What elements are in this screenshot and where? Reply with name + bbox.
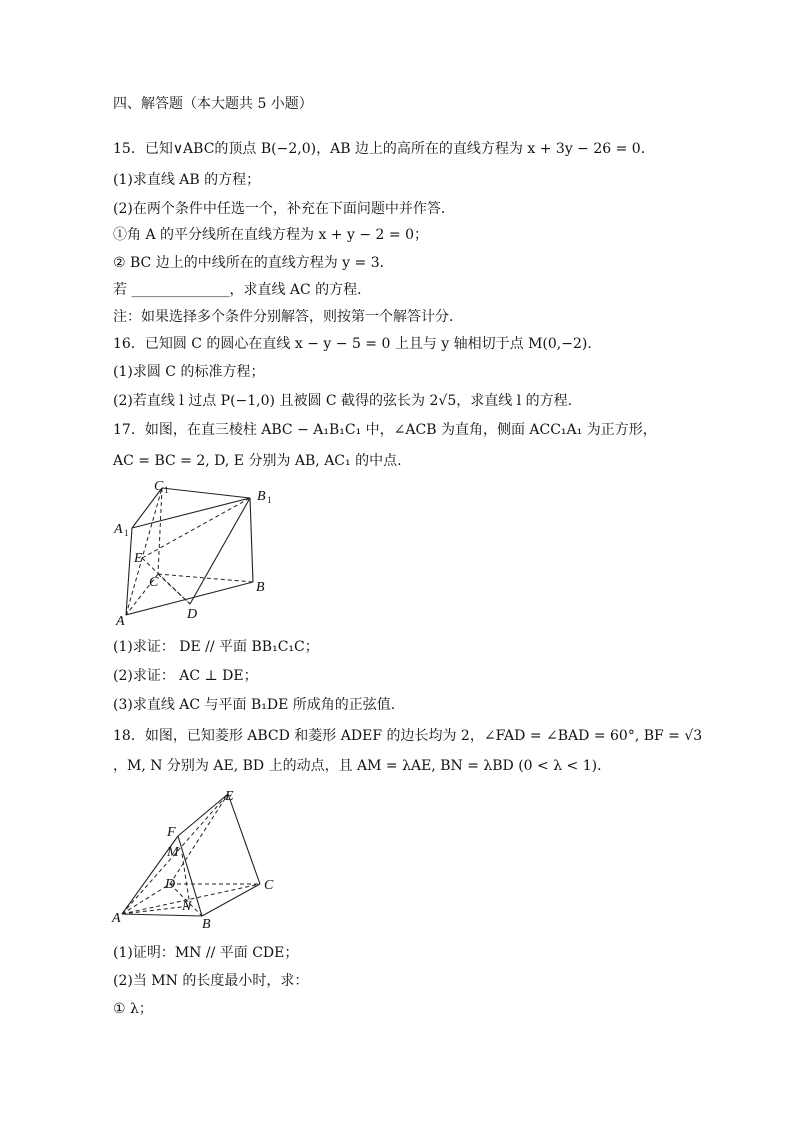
label-A: A xyxy=(116,614,125,629)
label-C1: C xyxy=(154,479,164,494)
figure-prism xyxy=(110,478,280,630)
label-E: E xyxy=(134,551,143,566)
figure-rhombi xyxy=(110,782,285,932)
q15-stem: 15．已知∨ABC的顶点 B(−2,0)，AB 边上的高所在的直线方程为 x + 3y − 26 = 0． xyxy=(113,141,655,157)
q15-note: 注：如果选择多个条件分别解答，则按第一个解答计分． xyxy=(113,309,463,325)
label-B1: B xyxy=(257,489,266,504)
label-B1-sub: 1 xyxy=(267,495,272,505)
label-F: F xyxy=(167,825,176,840)
edge-ab xyxy=(122,914,202,916)
edge-an xyxy=(122,906,190,914)
section-title: 四、解答题（本大题共 5 小题） xyxy=(113,96,313,112)
label-C: C xyxy=(149,575,159,590)
label-M: M xyxy=(167,845,179,860)
edge-ac1 xyxy=(126,488,162,615)
label-E: E xyxy=(225,789,234,804)
label-D: D xyxy=(165,877,176,892)
q15-condition1: ①角 A 的平分线所在直线方程为 x + y − 2 = 0； xyxy=(113,227,428,243)
label-D: D xyxy=(187,607,198,622)
edge-eb1 xyxy=(142,498,250,558)
edge-b1b xyxy=(250,498,253,582)
label-A1: A xyxy=(114,522,123,537)
edge-bc xyxy=(202,884,260,916)
edge-ec xyxy=(228,794,260,884)
edge-a1a xyxy=(126,528,132,615)
q16-part2: (2)若直线 l 过点 P(−1,0) 且被圆 C 截得的弦长为 2√5，求直线 l 的方程. xyxy=(113,393,573,409)
label-N: N xyxy=(182,899,192,914)
q15-part1: (1)求直线 AB 的方程； xyxy=(113,172,261,188)
label-C: C xyxy=(264,878,274,893)
q17-part2: (2)求证： AC ⊥ DE； xyxy=(113,668,258,684)
q15-fill-blank: 若 ______________，求直线 AC 的方程． xyxy=(113,282,372,298)
label-A1-sub: 1 xyxy=(124,528,129,538)
edge-ad xyxy=(122,884,170,914)
q18-stem: 18．如图，已知菱形 ABCD 和菱形 ADEF 的边长均为 2，∠FAD = ∠BAD = 60°, BF = √3 xyxy=(113,728,703,744)
edge-c1c xyxy=(158,488,162,574)
edge-cb xyxy=(158,574,253,582)
q18-part1: (1)证明：MN // 平面 CDE； xyxy=(113,945,299,961)
edge-db1 xyxy=(190,498,250,604)
q16-stem: 16．已知圆 C 的圆心在直线 x − y − 5 = 0 上且与 y 轴相切于点 M(0,−2). xyxy=(113,336,592,352)
q17-part1: (1)求证： DE // 平面 BB₁C₁C； xyxy=(113,639,319,655)
label-B: B xyxy=(256,580,265,595)
q17-stem: 17．如图，在直三棱柱 ABC − A₁B₁C₁ 中，∠ACB 为直角，侧面 ACC₁A₁ 为正方形， xyxy=(113,422,657,438)
edge-fe xyxy=(178,794,228,836)
q17-stem-cont: AC = BC = 2, D, E 分别为 AB, AC₁ 的中点. xyxy=(113,453,402,469)
edge-a1b1 xyxy=(132,498,250,528)
label-A: A xyxy=(112,911,121,926)
q16-part1: (1)求圆 C 的标准方程； xyxy=(113,364,265,380)
edge-c1b1 xyxy=(162,488,250,498)
label-B: B xyxy=(202,917,211,932)
q15-condition2: ② BC 边上的中线所在的直线方程为 y = 3． xyxy=(113,255,394,271)
q17-part3: (3)求直线 AC 与平面 B₁DE 所成角的正弦值. xyxy=(113,697,396,713)
q18-sub1: ① λ； xyxy=(113,1001,153,1017)
q18-part2: (2)当 MN 的长度最小时，求： xyxy=(113,973,309,989)
q15-part2: (2)在两个条件中任选一个，补充在下面问题中并作答． xyxy=(113,201,455,217)
q18-stem-cont: ，M, N 分别为 AE, BD 上的动点，且 AM = λAE, BN = λBD (0 < λ < 1)． xyxy=(113,758,612,774)
label-C1-sub: 1 xyxy=(164,485,169,495)
